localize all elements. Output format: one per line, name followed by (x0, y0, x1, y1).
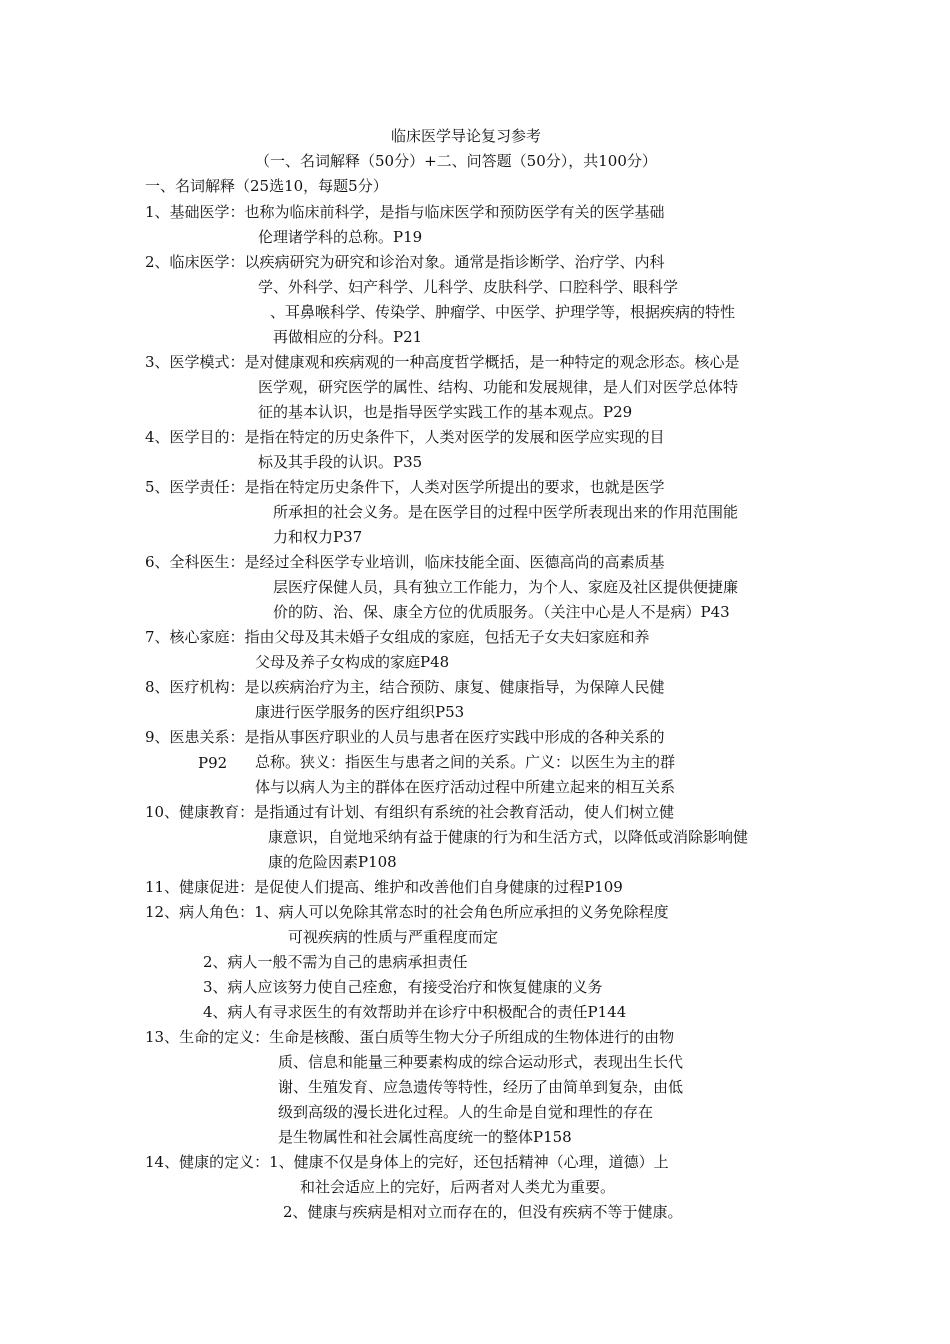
entry-line: 10、健康教育：是指通过有计划、有组织有系统的社会教育活动，使人们树立健 (145, 803, 675, 821)
entry-line: 层医疗保健人员，具有独立工作能力，为个人、家庭及社区提供便捷廉 (273, 578, 739, 596)
entry-line: 价的防、治、保、康全方位的优质服务。（关注中心是人不是病）P43 (273, 603, 730, 621)
doc-subtitle: （一、名词解释（50分）+二、问答题（50分），共100分） (255, 152, 657, 170)
entry-line: 和社会适应上的完好，后两者对人类尤为重要。 (300, 1178, 616, 1196)
entry-line: 8、医疗机构：是以疾病治疗为主，结合预防、康复、健康指导，为保障人民健 (145, 678, 665, 696)
entry-line: 总称。狭义：指医生与患者之间的关系。广义：以医生为主的群 (255, 753, 676, 771)
doc-title: 临床医学导论复习参考 (391, 127, 542, 145)
entry-line: 是生物属性和社会属性高度统一的整体P158 (278, 1128, 572, 1146)
page-ref: P92 (198, 754, 228, 772)
entry-line: 13、生命的定义：生命是核酸、蛋白质等生物大分子所组成的生物体进行的由物 (145, 1028, 675, 1046)
entry-line: 11、健康促进：是促使人们提高、维护和改善他们自身健康的过程P109 (145, 878, 623, 896)
entry-line: 康进行医学服务的医疗组织P53 (255, 703, 465, 721)
entry-line: 学、外科学、妇产科学、儿科学、皮肤科学、口腔科学、眼科学 (258, 278, 679, 296)
entry-line: 可视疾病的性质与严重程度而定 (288, 928, 499, 946)
entry-line: 再做相应的分科。P21 (273, 328, 423, 346)
section-heading: 一、名词解释（25选10，每题5分） (145, 177, 388, 195)
entry-line: 康意识，自觉地采纳有益于健康的行为和生活方式，以降低或消除影响健 (268, 828, 749, 846)
entry-line: 2、健康与疾病是相对立而存在的，但没有疾病不等于健康。 (283, 1203, 683, 1221)
entry-line: 质、信息和能量三种要素构成的综合运动形式，表现出生长代 (278, 1053, 684, 1071)
entry-line: 2、病人一般不需为自己的患病承担责任 (203, 953, 468, 971)
entry-line: 5、医学责任：是指在特定历史条件下，人类对医学所提出的要求，也就是医学 (145, 478, 665, 496)
entry-line: 7、核心家庭：指由父母及其未婚子女组成的家庭，包括无子女夫妇家庭和养 (145, 628, 650, 646)
entry-line: 2、临床医学：以疾病研究为研究和诊治对象。通常是指诊断学、治疗学、内科 (145, 253, 665, 271)
entry-line: 医学观，研究医学的属性、结构、功能和发展规律，是人们对医学总体特 (258, 378, 739, 396)
entry-line: 谢、生殖发育、应急遗传等特性，经历了由简单到复杂，由低 (278, 1078, 684, 1096)
entry-line: 级到高级的漫长进化过程。人的生命是自觉和理性的存在 (278, 1103, 654, 1121)
entry-line: 康的危险因素P108 (268, 853, 397, 871)
entry-line: 4、医学目的：是指在特定的历史条件下，人类对医学的发展和医学应实现的目 (145, 428, 665, 446)
entry-line: 12、病人角色：1、病人可以免除其常态时的社会角色所应承担的义务免除程度 (145, 903, 669, 921)
entry-line: 父母及养子女构成的家庭P48 (255, 653, 450, 671)
entry-line: 14、健康的定义：1、健康不仅是身体上的完好，还包括精神（心理，道德）上 (145, 1153, 669, 1171)
entry-line: 、耳鼻喉科学、传染学、肿瘤学、中医学、护理学等，根据疾病的特性 (270, 303, 736, 321)
entry-line: 所承担的社会义务。是在医学目的过程中医学所表现出来的作用范围能 (273, 503, 739, 521)
entry-line: 标及其手段的认识。P35 (258, 453, 423, 471)
entry-line: 3、医学模式：是对健康观和疾病观的一种高度哲学概括，是一种特定的观念形态。核心是 (145, 353, 740, 371)
entry-line: 伦理诸学科的总称。P19 (258, 228, 423, 246)
entry-line: 4、病人有寻求医生的有效帮助并在诊疗中积极配合的责任P144 (203, 1003, 627, 1021)
entry-line: 征的基本认识，也是指导医学实践工作的基本观点。P29 (258, 403, 633, 421)
entry-line: 力和权力P37 (273, 528, 363, 546)
entry-line: 6、全科医生：是经过全科医学专业培训，临床技能全面、医德高尚的高素质基 (145, 553, 665, 571)
entry-line: 9、医患关系：是指从事医疗职业的人员与患者在医疗实践中形成的各种关系的 (145, 728, 665, 746)
entry-line: 3、病人应该努力使自己痊愈，有接受治疗和恢复健康的义务 (203, 978, 603, 996)
entry-line: 体与以病人为主的群体在医疗活动过程中所建立起来的相互关系 (255, 778, 676, 796)
entry-line: 1、基础医学：也称为临床前科学，是指与临床医学和预防医学有关的医学基础 (145, 203, 665, 221)
